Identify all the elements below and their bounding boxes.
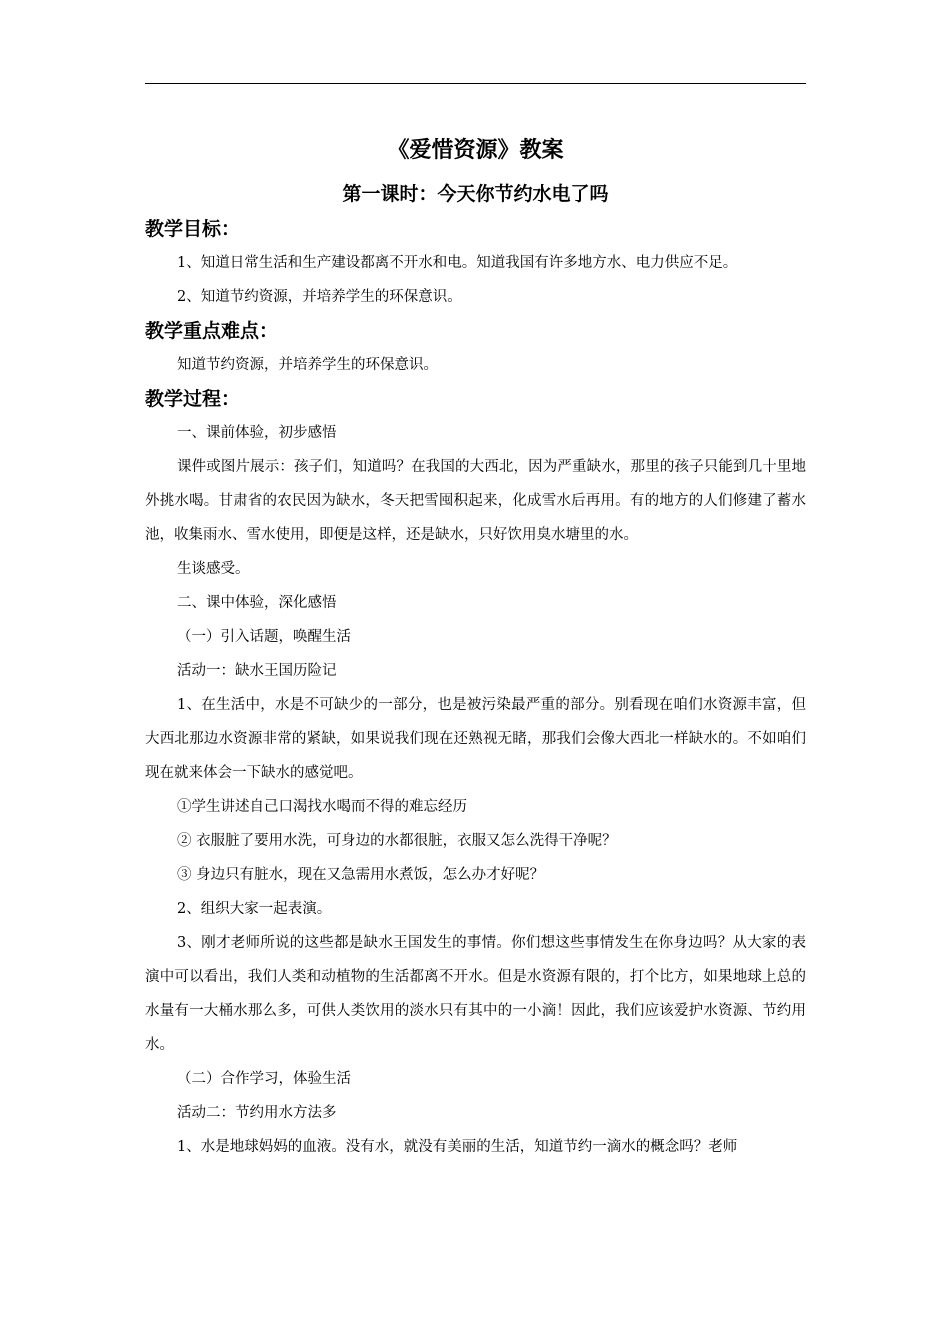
paragraph: ② 衣服脏了要用水洗，可身边的水都很脏，衣服又怎么洗得干净呢？ xyxy=(177,833,617,849)
paragraph: 活动一：缺水王国历险记 xyxy=(177,663,337,679)
paragraph: 3、刚才老师所说的这些都是缺水王国发生的事情。你们想这些事情发生在你身边吗？从大家的表演中可以看出，我们人类和动植物的生活都离不开水。但是水资源有限的，打个比方，如果地球上总的水量有一大桶水那么多，可供人类饮用的淡水只有其中的一小滴！因此，我们应该爱护水资源、节约用水。 xyxy=(145,935,806,1053)
paragraph: 1、水是地球妈妈的血液。没有水，就没有美丽的生活，知道节约一滴水的概念吗？老师 xyxy=(177,1139,738,1155)
paragraph: 一、课前体验，初步感悟 xyxy=(177,425,337,441)
paragraph: 知道节约资源，并培养学生的环保意识。 xyxy=(177,357,438,373)
document-body xyxy=(145,128,806,1164)
paragraph: 1、在生活中，水是不可缺少的一部分，也是被污染最严重的部分。别看现在咱们水资源丰富，但大西北那边水资源非常的紧缺，如果说我们现在还熟视无睹，那我们会像大西北一样缺水的。不如咱们现在就来体会一下缺水的感觉吧。 xyxy=(145,697,806,781)
section-heading: 教学重点难点： xyxy=(145,320,279,342)
paragraph: 课件或图片展示：孩子们，知道吗？在我国的大西北，因为严重缺水，那里的孩子只能到几十里地外挑水喝。甘肃省的农民因为缺水，冬天把雪囤积起来，化成雪水后再用。有的地方的人们修建了蓄水池，收集雨水、雪水使用，即便是这样，还是缺水，只好饮用臭水塘里的水。 xyxy=(145,459,806,543)
section-heading: 教学过程： xyxy=(145,388,241,410)
paragraph: （二）合作学习，体验生活 xyxy=(177,1071,351,1087)
section-objectives xyxy=(145,212,806,314)
document-title: 《爱惜资源》教案 xyxy=(387,137,564,163)
paragraph: （一）引入话题，唤醒生活 xyxy=(177,629,351,645)
section-heading: 教学目标： xyxy=(145,218,241,240)
paragraph: 2、组织大家一起表演。 xyxy=(177,901,332,917)
paragraph: ①学生讲述自己口渴找水喝而不得的难忘经历 xyxy=(177,799,467,815)
header-rule xyxy=(145,83,806,84)
paragraph: 1、知道日常生活和生产建设都离不开水和电。知道我国有许多地方水、电力供应不足。 xyxy=(177,255,738,271)
section-key-points xyxy=(145,314,806,382)
lesson-subtitle: 第一课时：今天你节约水电了吗 xyxy=(342,183,609,205)
paragraph: 活动二：节约用水方法多 xyxy=(177,1105,337,1121)
section-process xyxy=(145,382,806,1164)
paragraph: 二、课中体验，深化感悟 xyxy=(177,595,337,611)
paragraph: 生谈感受。 xyxy=(177,561,250,577)
paragraph: 2、知道节约资源，并培养学生的环保意识。 xyxy=(177,289,462,305)
paragraph: ③ 身边只有脏水，现在又急需用水煮饭，怎么办才好呢？ xyxy=(177,867,545,883)
